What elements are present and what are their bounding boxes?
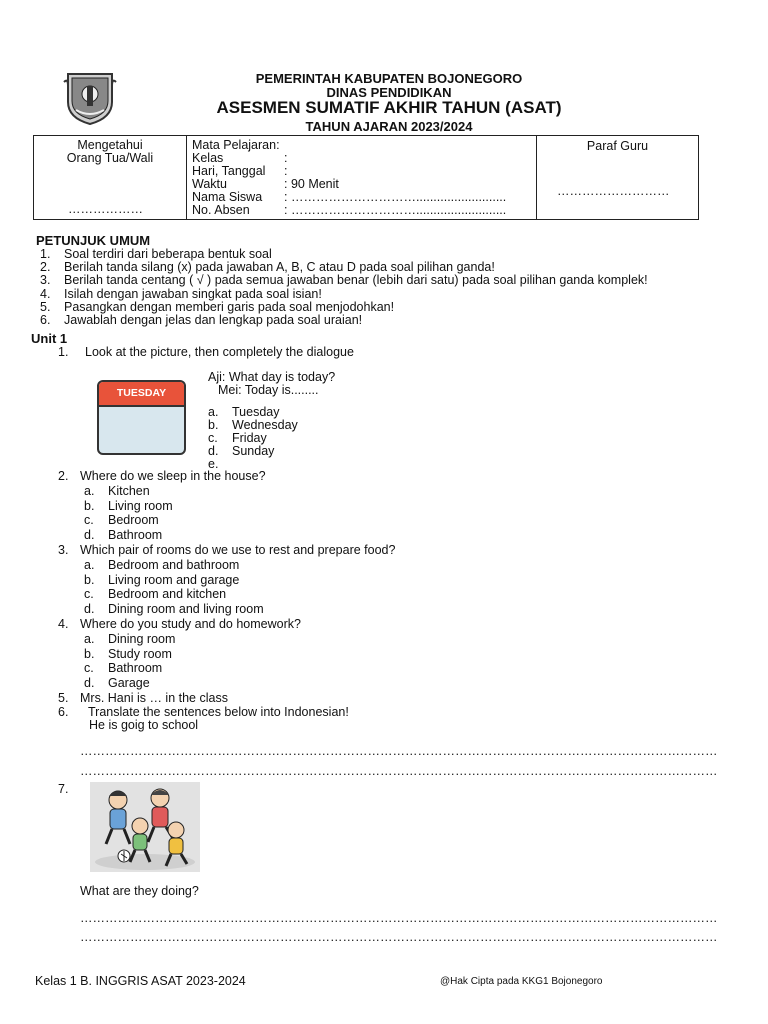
header-gov: PEMERINTAH KABUPATEN BOJONEGORO bbox=[255, 71, 523, 86]
question-2: 2. Where do we sleep in the house? bbox=[58, 469, 266, 483]
info-value[interactable]: : ………………………….......................... bbox=[284, 204, 507, 217]
option[interactable]: c. Bathroom bbox=[84, 661, 163, 676]
info-row bbox=[192, 139, 536, 152]
question-number: 1. bbox=[58, 345, 69, 359]
option[interactable]: d. Garage bbox=[84, 676, 150, 691]
option[interactable]: a. Bedroom and bathroom bbox=[84, 557, 240, 572]
question-5: 5. Mrs. Hani is … in the class bbox=[58, 690, 228, 705]
q1-options bbox=[208, 406, 298, 471]
list-item: 1. Soal terdiri dari beberapa bentuk soal bbox=[40, 247, 272, 261]
student-info-cell bbox=[187, 136, 537, 220]
option[interactable]: b. Living room bbox=[84, 498, 173, 513]
option[interactable]: c. Bedroom and kitchen bbox=[84, 587, 227, 602]
question-7-number: 7. bbox=[58, 782, 69, 796]
question-text: Translate the sentences below into Indonesian! bbox=[88, 705, 349, 719]
q7-question-text: What are they doing? bbox=[80, 884, 199, 898]
option[interactable]: d. Bathroom bbox=[84, 528, 163, 543]
info-key: Waktu bbox=[192, 177, 227, 191]
teacher-label: Paraf Guru bbox=[586, 139, 649, 153]
footer-left: Kelas 1 B. INGGRIS ASAT 2023-2024 bbox=[35, 974, 246, 988]
option[interactable]: a. Kitchen bbox=[84, 483, 150, 498]
list-item: 4. Isilah dengan jawaban singkat pada soal isian! bbox=[40, 286, 322, 301]
answer-line[interactable]: ……………………………………………………………………………………………………………………………………… bbox=[80, 744, 718, 758]
q6-sentence: He is goig to school bbox=[89, 718, 199, 732]
teacher-signature-line[interactable]: ……………………… bbox=[557, 184, 670, 198]
list-item: 2. Berilah tanda silang (x) pada jawaban A, B, C atau D pada soal pilihan ganda! bbox=[40, 260, 495, 275]
parent-signature-cell bbox=[34, 136, 187, 220]
info-value[interactable]: : bbox=[284, 151, 288, 165]
questions-2-5 bbox=[58, 469, 395, 706]
question-6 bbox=[58, 705, 349, 719]
header-dept: DINAS PENDIDIKAN bbox=[326, 85, 452, 100]
info-value[interactable]: : bbox=[284, 164, 288, 178]
option[interactable]: a. Tuesday bbox=[208, 405, 280, 419]
info-key: Mata Pelajaran: bbox=[192, 138, 280, 152]
option[interactable]: b. Study room bbox=[84, 646, 172, 661]
info-row bbox=[192, 165, 536, 178]
list-item: 5. Pasangkan dengan memberi garis pada soal menjodohkan! bbox=[40, 299, 395, 314]
question-4: 4. Where do you study and do homework? bbox=[58, 616, 301, 631]
info-key: No. Absen bbox=[192, 203, 250, 217]
info-value[interactable]: : ………………………….......................... bbox=[284, 191, 507, 204]
list-item: 3. Berilah tanda centang ( √ ) pada semua jawaban benar (lebih dari satu) pada soal pilihan ganda komplek! bbox=[40, 273, 648, 288]
parent-signature-line[interactable]: ……………… bbox=[68, 202, 143, 216]
instructions-list bbox=[40, 248, 740, 327]
children-playing-picture bbox=[90, 782, 200, 872]
footer-right: @Hak Cipta pada KKG1 Bojonegoro bbox=[440, 976, 603, 987]
calendar-picture bbox=[97, 380, 186, 455]
info-key: Kelas bbox=[192, 151, 224, 165]
calendar-label: TUESDAY bbox=[99, 382, 184, 407]
list-item: 6. Jawablah dengan jelas dan lengkap pada soal uraian! bbox=[40, 313, 363, 328]
answer-line[interactable]: ……………………………………………………………………………………………………………………………………… bbox=[80, 930, 718, 944]
answer-line[interactable]: ……………………………………………………………………………………………………………………………………… bbox=[80, 911, 718, 925]
question-1 bbox=[58, 345, 354, 359]
info-value: : 90 Menit bbox=[284, 177, 339, 191]
info-key: Hari, Tanggal bbox=[192, 164, 266, 178]
option[interactable]: a. Dining room bbox=[84, 631, 176, 646]
header-year: TAHUN AJARAN 2023/2024 bbox=[305, 119, 473, 134]
option[interactable]: d. Sunday bbox=[208, 444, 275, 458]
dialog-line-1: Aji: What day is today? bbox=[208, 370, 336, 384]
option[interactable]: c. Friday bbox=[208, 431, 267, 445]
answer-line[interactable]: ……………………………………………………………………………………………………………………………………… bbox=[80, 764, 718, 778]
info-key: Nama Siswa bbox=[192, 190, 263, 204]
question-3: 3. Which pair of rooms do we use to rest and prepare food? bbox=[58, 542, 396, 557]
option[interactable]: d. Dining room and living room bbox=[84, 602, 264, 617]
option[interactable]: c. Bedroom bbox=[84, 513, 159, 528]
parent-label-1: Mengetahui bbox=[77, 138, 143, 152]
regency-logo bbox=[62, 68, 118, 126]
unit-heading: Unit 1 bbox=[31, 331, 68, 346]
header-title: ASESMEN SUMATIF AKHIR TAHUN (ASAT) bbox=[216, 98, 562, 117]
option[interactable]: b. Living room and garage bbox=[84, 572, 240, 587]
option[interactable]: b. Wednesday bbox=[208, 418, 298, 432]
instructions-title: PETUNJUK UMUM bbox=[36, 233, 151, 248]
info-row bbox=[192, 204, 536, 217]
option[interactable]: e. bbox=[208, 457, 219, 471]
question-text: Look at the picture, then completely the dialogue bbox=[85, 345, 354, 359]
question-number: 6. bbox=[58, 705, 69, 719]
identity-table bbox=[33, 135, 699, 220]
teacher-signature-cell bbox=[537, 136, 699, 220]
parent-label-2: Orang Tua/Wali bbox=[66, 151, 154, 165]
dialog-line-2: Mei: Today is........ bbox=[218, 383, 319, 397]
